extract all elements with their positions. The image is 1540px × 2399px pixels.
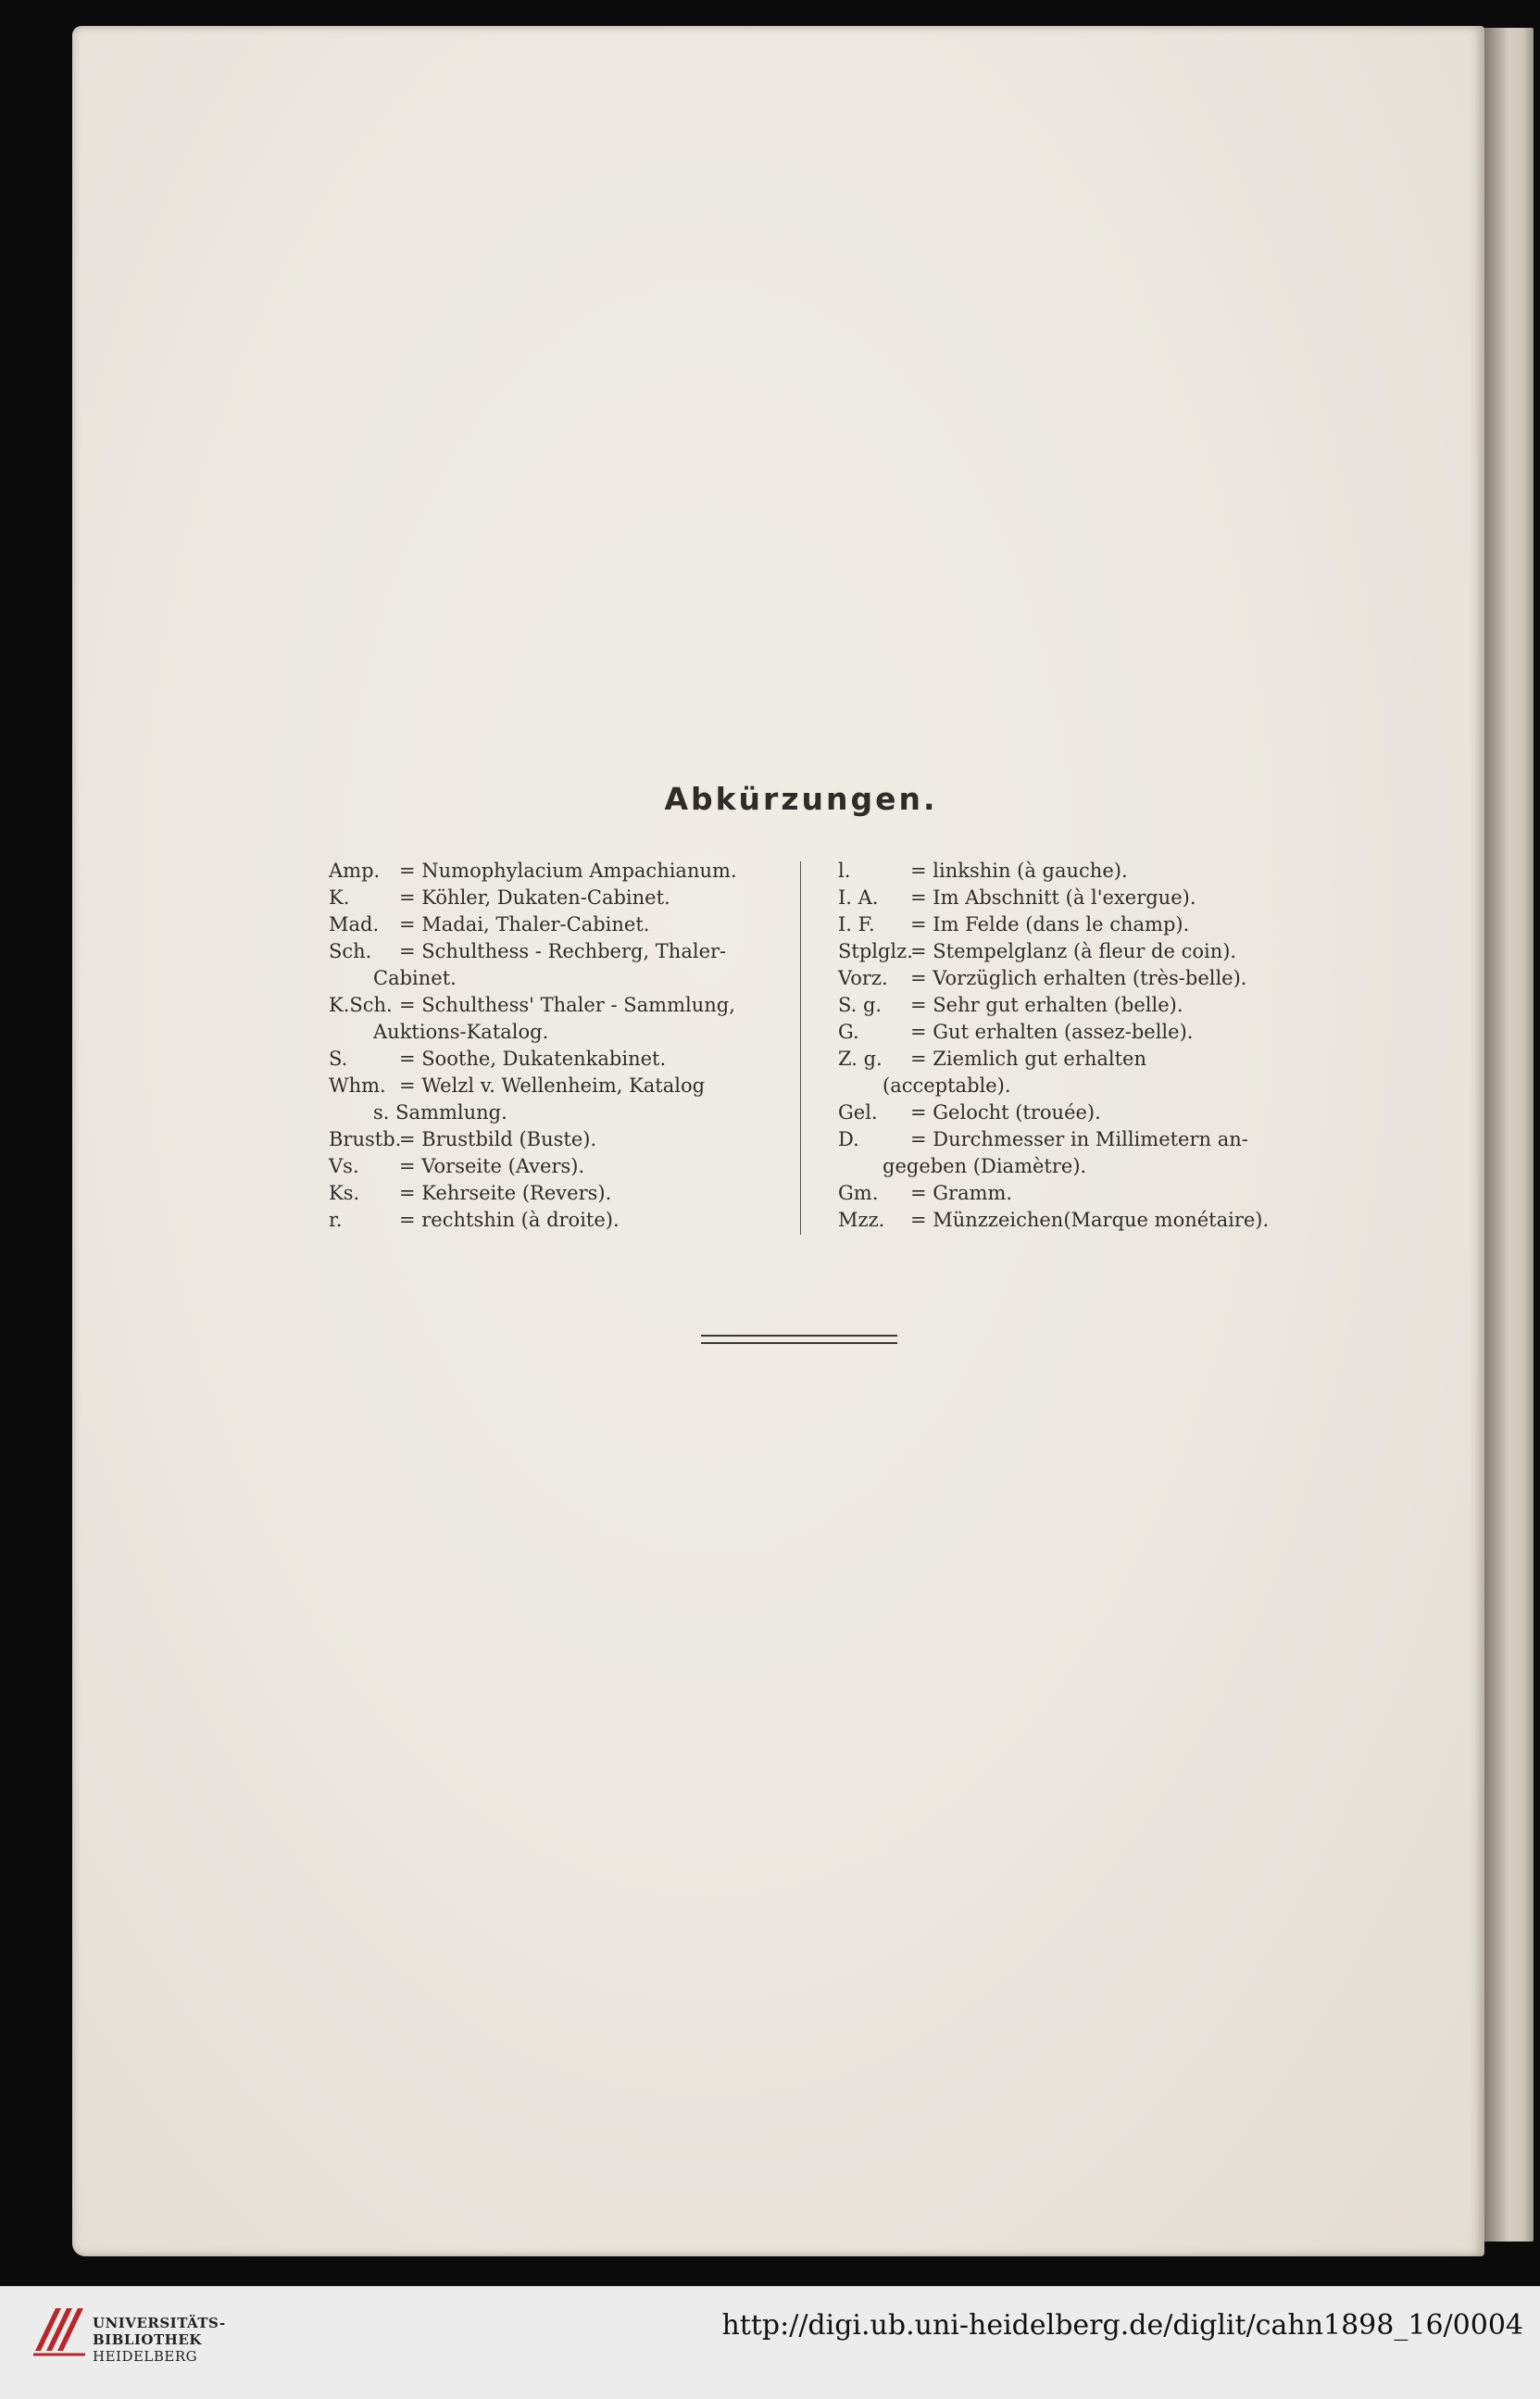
abbreviation-term: S. (329, 1048, 348, 1070)
abbreviation-term: l. (838, 860, 851, 882)
abbreviation-definition: = Welzl v. Wellenheim, Katalog (399, 1074, 706, 1097)
abbreviation-term: Vorz. (838, 967, 888, 989)
abbreviation-definition-continued: s. Sammlung. (373, 1101, 507, 1124)
abbreviation-entry (838, 858, 1301, 885)
abbreviation-definition: = Münzzeichen(Marque monétaire). (910, 1209, 1270, 1231)
abbreviation-entry (329, 1207, 792, 1234)
abbreviation-entry (838, 1046, 1301, 1099)
abbreviation-term: D. (838, 1128, 859, 1150)
abbreviation-definition: = Kehrseite (Revers). (399, 1182, 612, 1204)
abbreviation-term: r. (329, 1209, 343, 1231)
abbreviation-entry (838, 1019, 1301, 1046)
abbreviation-term: Stplglz. (838, 940, 913, 962)
abbreviation-definition: = Stempelglanz (à fleur de coin). (910, 940, 1237, 962)
abbreviation-entry (838, 1126, 1301, 1180)
library-name-line3: HEIDELBERG (93, 2348, 198, 2365)
abbreviation-term: Gel. (838, 1101, 878, 1124)
abbreviation-entry (838, 1180, 1301, 1207)
abbreviation-term: Ks. (329, 1182, 360, 1204)
abbreviation-definition: = Brustbild (Buste). (399, 1128, 597, 1150)
column-divider (800, 861, 801, 1235)
abbreviation-entry (329, 858, 792, 885)
ornament-rule-bottom (701, 1342, 897, 1344)
abbreviation-definition: = Schulthess - Rechberg, Thaler- (399, 940, 727, 962)
abbreviation-definition: = Madai, Thaler-Cabinet. (399, 913, 650, 936)
abbreviation-entry (838, 1207, 1301, 1234)
abbreviation-term: Mzz. (838, 1209, 885, 1231)
abbreviation-entry (838, 911, 1301, 938)
abbreviation-entry (329, 911, 792, 938)
abbreviation-definition: = Ziemlich gut erhalten (910, 1048, 1147, 1070)
abbreviation-term: Amp. (329, 860, 381, 882)
abbreviation-definition-continued: Auktions-Katalog. (373, 1021, 549, 1043)
abbreviation-definition-continued: gegeben (Diamètre). (883, 1155, 1087, 1177)
next-page-edge (1480, 28, 1534, 2242)
abbreviation-entry (329, 1073, 792, 1126)
abbreviation-term: S. g. (838, 994, 883, 1016)
page-heading: Abkürzungen. (664, 781, 938, 817)
abbreviation-definition: = linkshin (à gauche). (910, 860, 1128, 882)
library-name-line1: UNIVERSITÄTS- (93, 2315, 226, 2331)
abbreviation-term: I. A. (838, 886, 879, 909)
abbreviation-definition-continued: (acceptable). (883, 1074, 1011, 1097)
abbreviation-definition: = Schulthess' Thaler - Sammlung, (399, 994, 735, 1016)
abbreviation-term: Sch. (329, 940, 372, 962)
abbreviation-term: K. (329, 886, 350, 909)
ornament-rule-top (701, 1335, 897, 1337)
left-abbreviation-column (329, 858, 792, 1234)
abbreviation-entry (329, 992, 792, 1046)
abbreviation-entry (329, 1046, 792, 1073)
abbreviation-entry (329, 938, 792, 992)
abbreviation-term: Z. g. (838, 1048, 883, 1070)
source-url-link[interactable]: http://digi.ub.uni-heidelberg.de/diglit/cahn1898_16/0004 (721, 2309, 1523, 2342)
abbreviation-term: Vs. (329, 1155, 359, 1177)
library-logo-icon (28, 2299, 89, 2360)
library-name-line2: BIBLIOTHEK (93, 2331, 202, 2348)
abbreviation-definition: = Im Abschnitt (à l'exergue). (910, 886, 1196, 909)
library-name (93, 2315, 226, 2365)
abbreviation-term: K.Sch. (329, 994, 393, 1016)
abbreviation-definition: = Numophylacium Ampachianum. (399, 860, 737, 882)
abbreviation-definition: = Gut erhalten (assez-belle). (910, 1021, 1194, 1043)
abbreviation-term: I. F. (838, 913, 875, 936)
abbreviation-definition: = Vorseite (Avers). (399, 1155, 585, 1177)
abbreviation-definition: = Gramm. (910, 1182, 1013, 1204)
abbreviation-definition: = Köhler, Dukaten-Cabinet. (399, 886, 670, 909)
abbreviation-entry (329, 1153, 792, 1180)
abbreviation-definition: = Gelocht (trouée). (910, 1101, 1101, 1124)
abbreviation-entry (838, 965, 1301, 992)
abbreviation-term: Brustb. (329, 1128, 402, 1150)
abbreviation-definition: = rechtshin (à droite). (399, 1209, 620, 1231)
abbreviation-entry (838, 1099, 1301, 1126)
abbreviation-entry (838, 938, 1301, 965)
abbreviation-entry (838, 885, 1301, 911)
abbreviation-term: Gm. (838, 1182, 879, 1204)
abbreviation-entry (838, 992, 1301, 1019)
abbreviation-definition: = Im Felde (dans le champ). (910, 913, 1190, 936)
abbreviation-entry (329, 1126, 792, 1153)
abbreviation-entry (329, 1180, 792, 1207)
abbreviation-term: Mad. (329, 913, 380, 936)
abbreviation-definition: = Sehr gut erhalten (belle). (910, 994, 1183, 1016)
abbreviation-definition: = Vorzüglich erhalten (très-belle). (910, 967, 1247, 989)
abbreviation-term: G. (838, 1021, 859, 1043)
abbreviation-entry (329, 885, 792, 911)
library-footer (0, 2286, 1540, 2399)
right-abbreviation-column (838, 858, 1301, 1234)
abbreviation-definition: = Durchmesser in Millimetern an- (910, 1128, 1248, 1150)
abbreviation-term: Whm. (329, 1074, 386, 1097)
abbreviation-definition-continued: Cabinet. (373, 967, 457, 989)
abbreviation-definition: = Soothe, Dukatenkabinet. (399, 1048, 667, 1070)
